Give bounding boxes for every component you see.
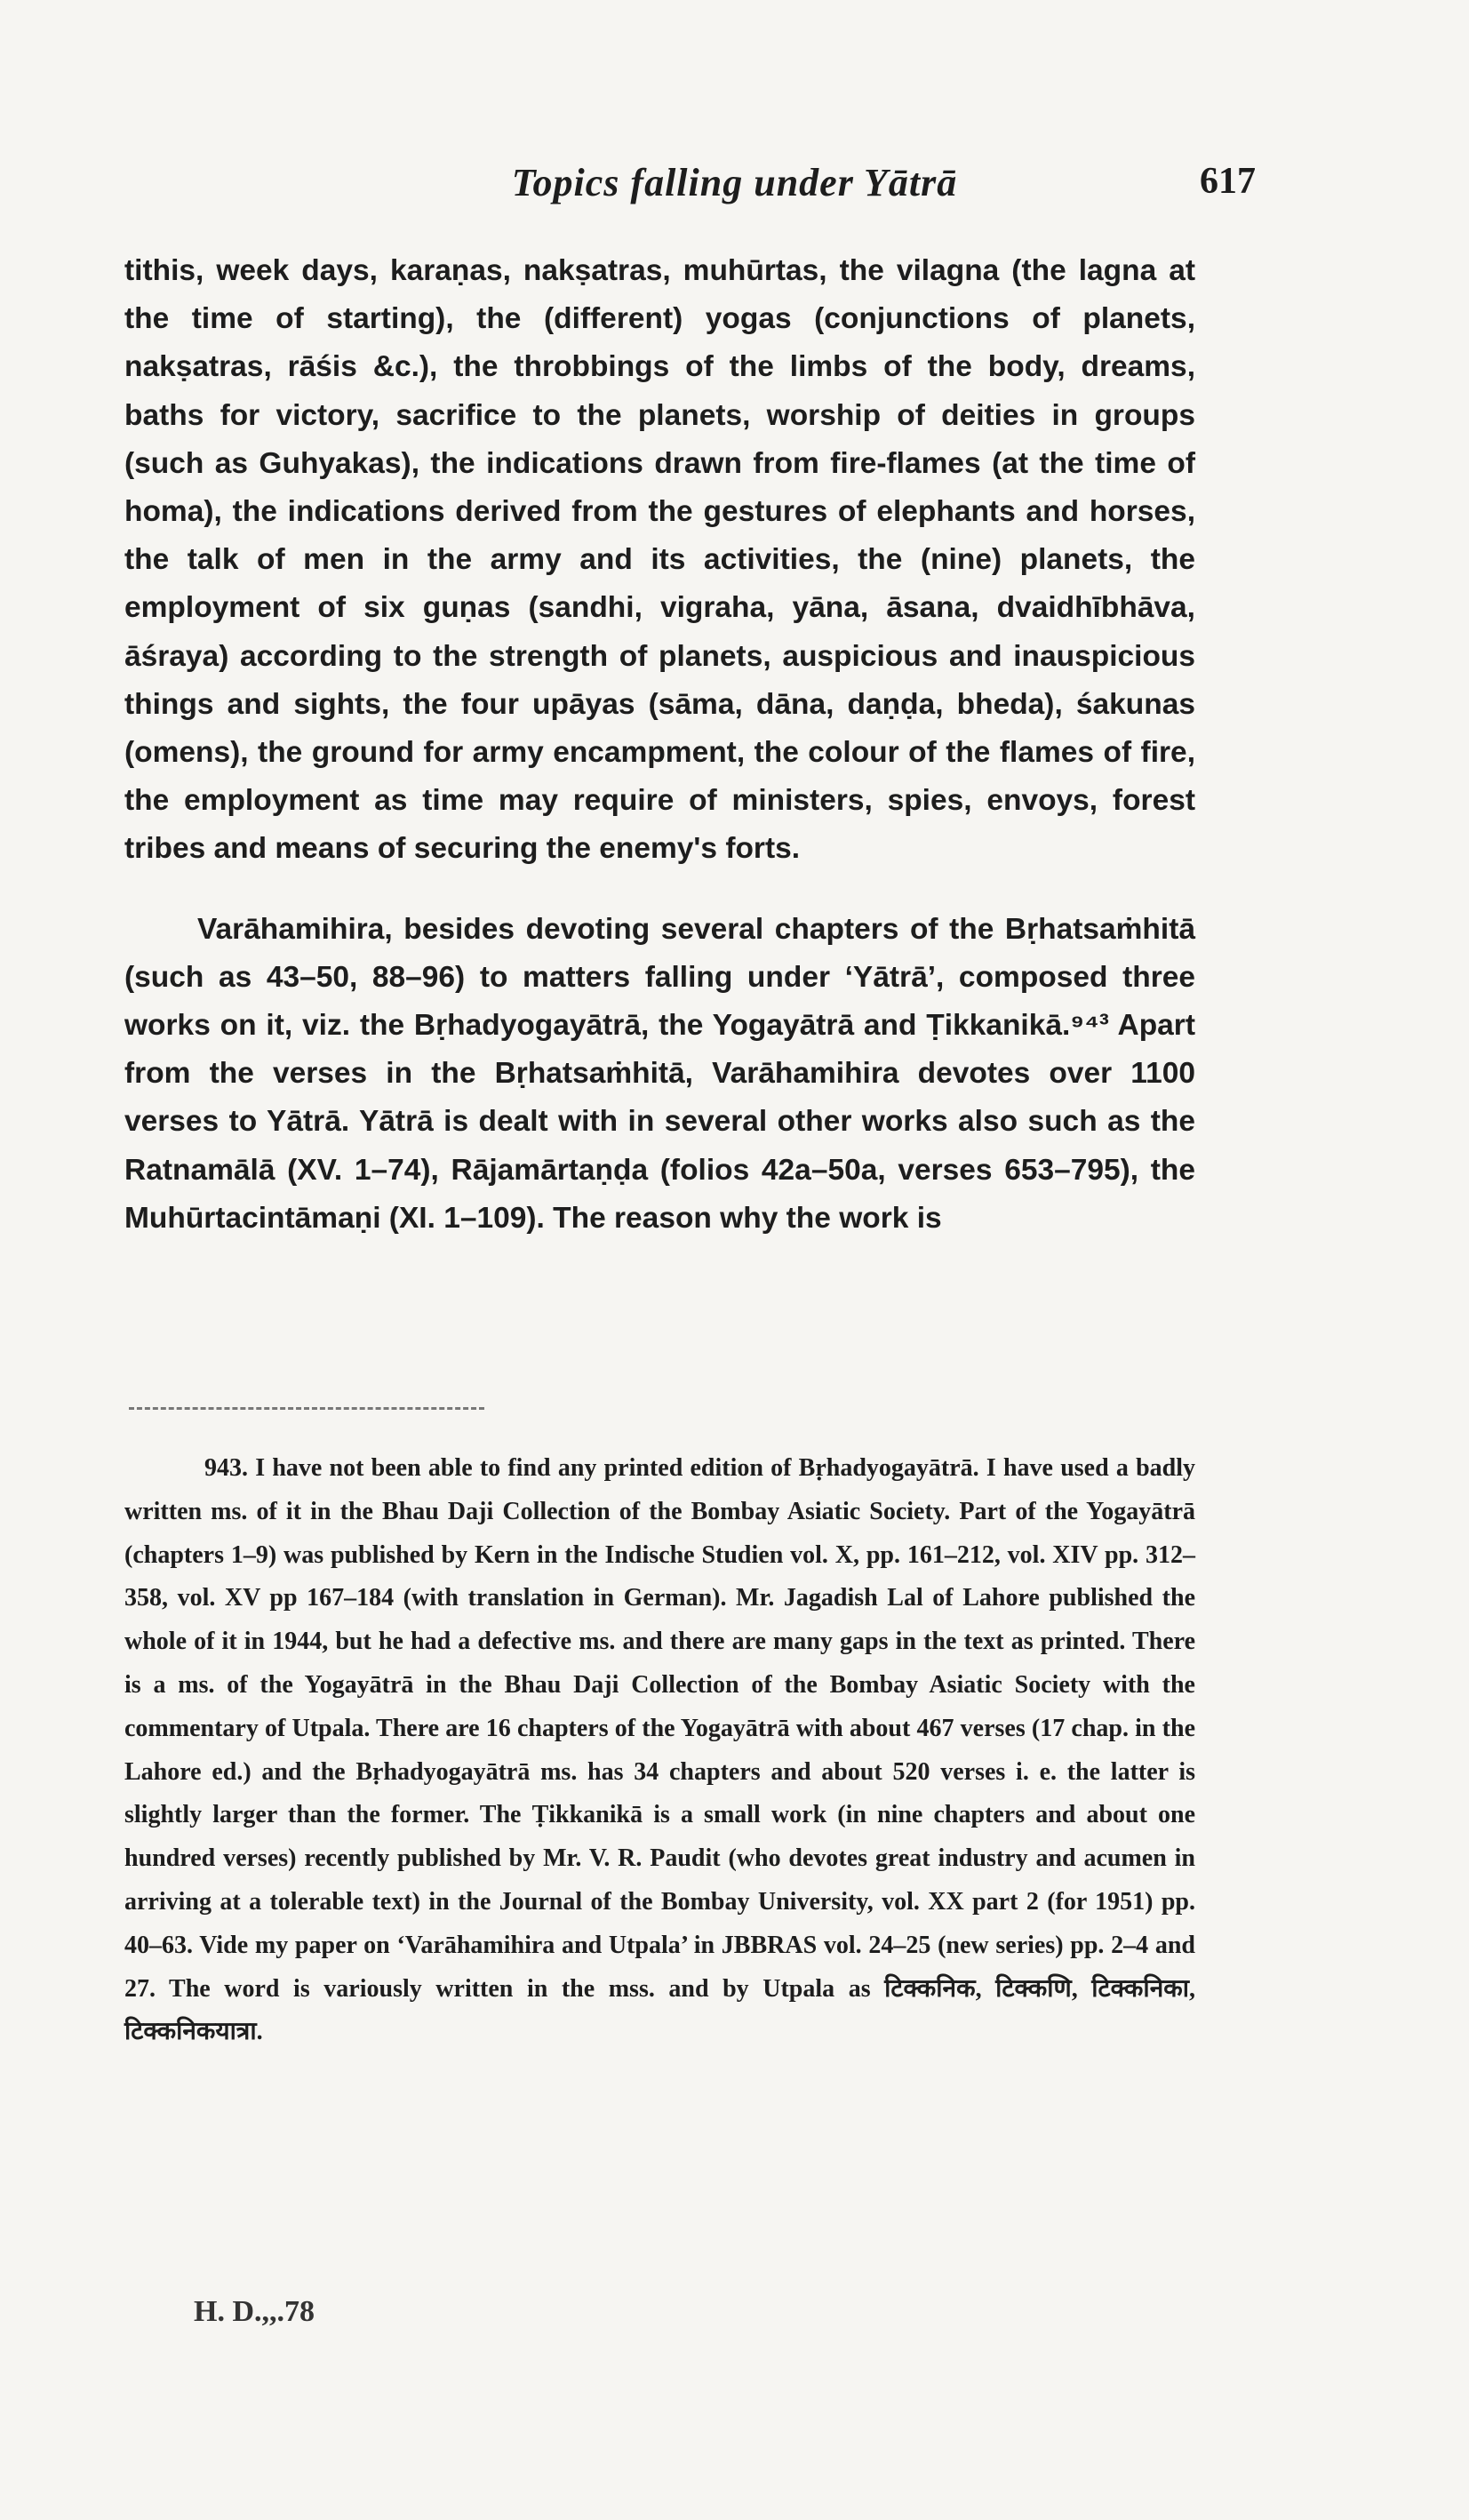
running-head: Topics falling under Yātrā — [511, 161, 958, 204]
footnote-text: I have not been able to find any printed edition of Bṛhadyogayātrā. I have used a badly written ms. of it in the Bhau Daji Collection of the Bombay Asiatic Society. Part of the Yogayātrā (chapters 1–9) was published by Kern in the Indische Studien vol. X, pp. 161–212, vol. XIV pp. 312–358, vol. XV pp 167–184 (with translation in German). Mr. Jagadish Lal of Lahore published the whole of it in 1944, but he had a defective ms. and there are many gaps in the text as printed. There is a ms. of the Yogayātrā in the Bhau Daji Collection of the Bombay Asiatic Society with the commentary of Utpala. There are 16 chapters of the Yogayātrā with about 467 verses (17 chap. in the Lahore ed.) and the Bṛhadyogayātrā ms. has 34 chapters and about 520 verses i. e. the latter is slightly larger than the former. The Ṭikkanikā is a small work (in nine chapters and about one hundred verses) recently published by Mr. V. R. Paudit (who devotes great industry and acumen in arriving at a tolerable text) in the Journal of the Bombay University, vol. XX part 2 (for 1951) pp. 40–63. Vide my paper on ‘Varāhamihira and Utpala’ in JBBRAS vol. 24–25 (new series) pp. 2–4 and 27. The word is variously written in the mss. and by Utpala as टिक्कनिक, टिक्कणि, टिक्कनिका, टिक्कनिकयात्रा. — [124, 1454, 1196, 2046]
paragraph-2: Varāhamihira, besides devoting several chapters of the Bṛhatsaṁhitā (such as 43–50, 88–96) to matters falling under ‘Yātrā’, composed three works on it, viz. the Bṛhadyogayātrā, the Yogayātrā and Ṭikkanikā.⁹⁴³ Apart from the verses in the Bṛhatsaṁhitā, Varāhamihira devotes over 1100 verses to Yātrā. Yātrā is dealt with in several other works also such as the Ratnamālā (XV. 1–74), Rājamārtaṇḍa (folios 42a–50a, verses 653–795), the Muhūrtacintāmaṇi (XI. 1–109). The reason why the work is — [124, 912, 1195, 1235]
signature-mark: H. D.,,.78 — [194, 2295, 315, 2328]
page-header — [0, 160, 1469, 213]
footnote-943 — [124, 1447, 1195, 2054]
paragraph-1: tithis, week days, karaṇas, nakṣatras, muhūrtas, the vilagna (the lagna at the time of starting), the (different) yogas (conjunctions of planets, nakṣatras, rāśis &c.), the throbbings of the limbs of the body, dreams, baths for victory, sacrifice to the planets, worship of deities in groups (such as Guhyakas), the indications drawn from fire-flames (at the time of homa), the indications derived from the gestures of elephants and horses, the talk of men in the army and its activities, the (nine) planets, the employment of six guṇas (sandhi, vigraha, yāna, āsana, dvaidhībhāva, āśraya) according to the strength of planets, auspicious and inauspicious things and sights, the four upāyas (sāma, dāna, daṇḍa, bheda), śakunas (omens), the ground for army encampment, the colour of the flames of fire, the employment as time may require of ministers, spies, envoys, forest tribes and means of securing the enemy's forts. — [124, 254, 1195, 866]
main-text — [124, 247, 1195, 1243]
page-number: 617 — [1200, 161, 1256, 202]
footnote-divider — [129, 1407, 484, 1410]
footnote-number: 943. — [204, 1454, 248, 1482]
